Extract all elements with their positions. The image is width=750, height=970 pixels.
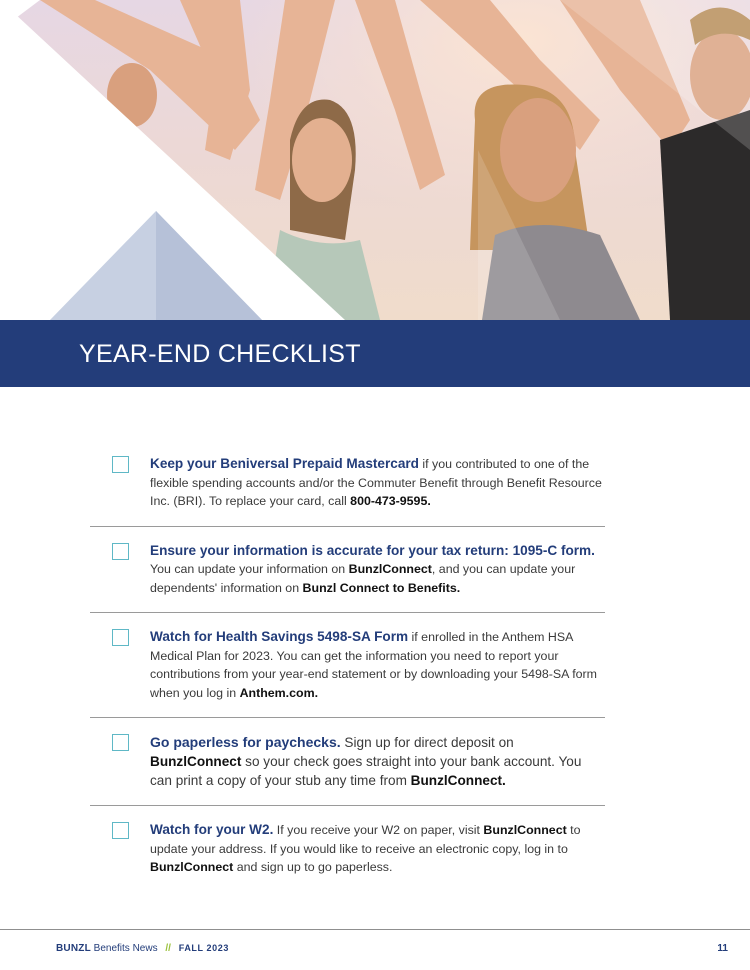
- checklist-item: [90, 718, 605, 806]
- checkbox[interactable]: [112, 822, 129, 839]
- checklist-item-text: [150, 542, 605, 598]
- footer-separator: //: [165, 943, 171, 954]
- emphasis-text: BunzlConnect: [150, 860, 234, 874]
- checklist-item-heading: Go paperless for paychecks.: [150, 734, 341, 750]
- body-text: if you contributed to one of the flexible spending accounts and/or the Commuter Benefit through Benefit Resource Inc. (BRI). To replace your card, call: [150, 457, 602, 508]
- person-face: [500, 98, 576, 202]
- checkbox[interactable]: [112, 629, 129, 646]
- emphasis-text: BunzlConnect: [483, 823, 567, 837]
- footer-season: FALL 2023: [178, 943, 229, 953]
- checklist-item-heading: Watch for Health Savings 5498-SA Form: [150, 629, 409, 644]
- emphasis-text: BunzlConnect.: [410, 773, 506, 788]
- body-text: Sign up for direct deposit on: [340, 735, 514, 750]
- hero-illustration: [0, 0, 750, 320]
- checklist-item-text: [150, 455, 605, 511]
- checklist: [90, 440, 605, 892]
- body-text: so your check goes straight into your bank account. You can print a copy of your stub any time from: [150, 754, 582, 788]
- emphasis-text: Anthem.com.: [239, 685, 319, 700]
- checklist-item: [90, 806, 605, 892]
- checklist-item-heading: Keep your Beniversal Prepaid Mastercard: [150, 456, 419, 471]
- body-text: and sign up to go paperless.: [233, 860, 393, 874]
- person-face: [292, 118, 352, 202]
- footer-publication: Benefits News: [93, 943, 158, 954]
- checkbox[interactable]: [112, 456, 129, 473]
- checklist-item: [90, 527, 605, 614]
- checkbox[interactable]: [112, 543, 129, 560]
- body-text: If you receive your W2 on paper, visit: [273, 823, 484, 837]
- emphasis-text: BunzlConnect: [150, 754, 242, 769]
- checklist-item-text: [150, 733, 605, 790]
- emphasis-text: BunzlConnect: [348, 562, 432, 576]
- page-number: 11: [717, 943, 728, 954]
- page-title: YEAR-END CHECKLIST: [79, 340, 361, 368]
- checklist-item: [90, 613, 605, 718]
- checklist-item-heading: Ensure your information is accurate for your tax return: 1095-C form.: [150, 542, 595, 558]
- footer-brand: BUNZL: [56, 943, 91, 954]
- emphasis-text: Bunzl Connect to Benefits.: [302, 580, 461, 595]
- emphasis-text: 800-473-9595.: [350, 494, 431, 508]
- hero-photo: [0, 0, 750, 320]
- footer-divider: [0, 929, 750, 930]
- person-shirt: [660, 110, 750, 320]
- checklist-item-heading: Watch for your W2.: [150, 822, 274, 837]
- checklist-item-text: [150, 628, 605, 702]
- title-banner: [0, 320, 750, 387]
- body-text: to update your address. If you would like to receive an electronic copy, log in to: [150, 823, 581, 856]
- checkbox[interactable]: [112, 734, 129, 751]
- checklist-item-text: [150, 821, 605, 877]
- checklist-item: [90, 440, 605, 527]
- body-text: , and you can update your dependents' information on: [150, 562, 576, 595]
- body-text: You can update your information on: [150, 562, 349, 576]
- footer: [56, 943, 229, 954]
- body-text: if enrolled in the Anthem HSA Medical Plan for 2023. You can get the information you need to report your contributions from your year-end statement or by downloading your 5498-SA form when you log in: [150, 630, 597, 700]
